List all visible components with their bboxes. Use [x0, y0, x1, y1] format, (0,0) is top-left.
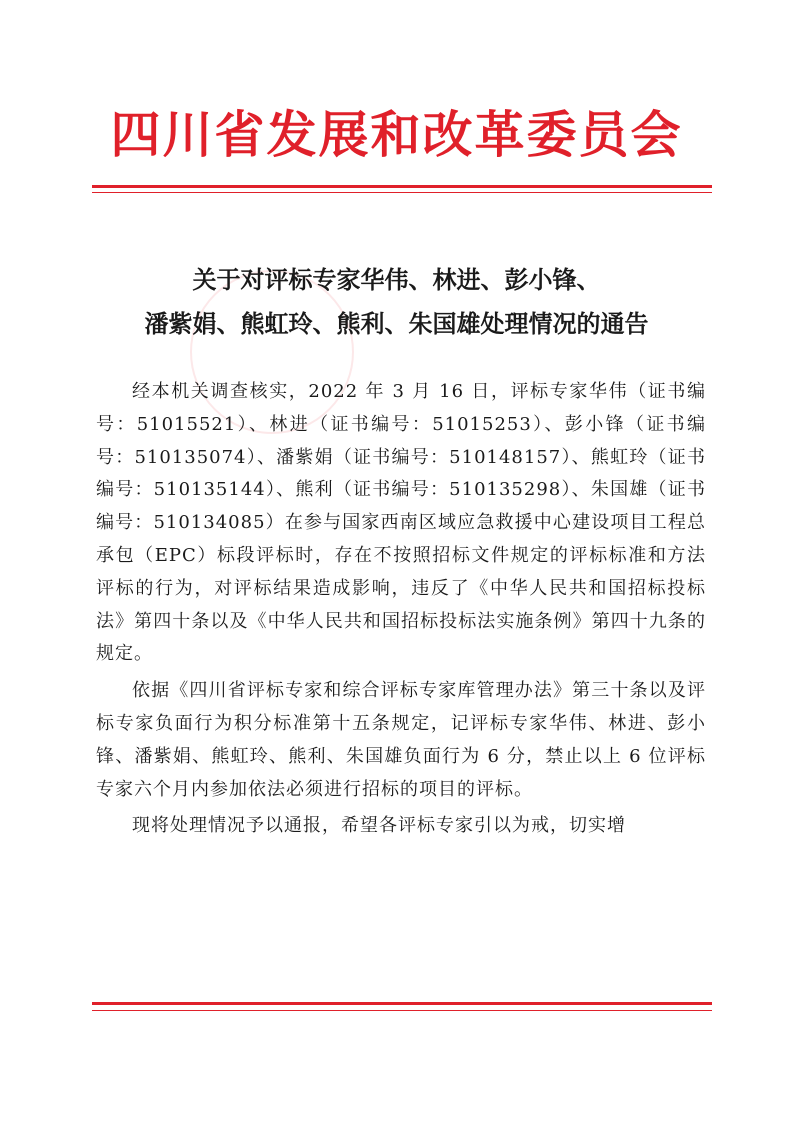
- body-paragraph-1: 经本机关调查核实，2022 年 3 月 16 日，评标专家华伟（证书编号：51015521）、林进（证书编号：51015253）、彭小锋（证书编号：510135074）、潘紫娟（证书编号：510148157）、熊虹玲（证书编号：510135144）、熊利（证书编号：510135298）、朱国雄（证书编号：510134085）在参与国家西南区域应急救援中心建设项目工程总承包（EPC）标段评标时，存在不按照招标文件规定的评标标准和方法评标的行为，对评标结果造成影响，违反了《中华人民共和国招标投标法》第四十条以及《中华人民共和国招标投标法实施条例》第四十九条的规定。: [96, 381, 706, 665]
- document-title: [0, 258, 793, 346]
- header-rule-thin: [92, 192, 712, 193]
- footer-rule-thin: [92, 1010, 712, 1011]
- body-paragraph-3: 现将处理情况予以通报，希望各评标专家引以为戒，切实增: [132, 815, 626, 837]
- document-title-line-1: 关于对评标专家华伟、林进、彭小锋、: [192, 265, 601, 294]
- body-paragraph-2: 依据《四川省评标专家和综合评标专家库管理办法》第三十条以及评标专家负面行为积分标准第十五条规定，记评标专家华伟、林进、彭小锋、潘紫娟、熊虹玲、熊利、朱国雄负面行为 6 分，禁止以上 6 位评标专家六个月内参加依法必须进行招标的项目的评标。: [96, 680, 706, 800]
- footer-rule-thick: [92, 1002, 712, 1005]
- document-body: [96, 376, 706, 847]
- document-title-line-2: 潘紫娟、熊虹玲、熊利、朱国雄处理情况的通告: [144, 309, 649, 338]
- issuing-organization-header: 四川省发展和改革委员会: [110, 105, 683, 164]
- header-rule-thick: [92, 185, 712, 188]
